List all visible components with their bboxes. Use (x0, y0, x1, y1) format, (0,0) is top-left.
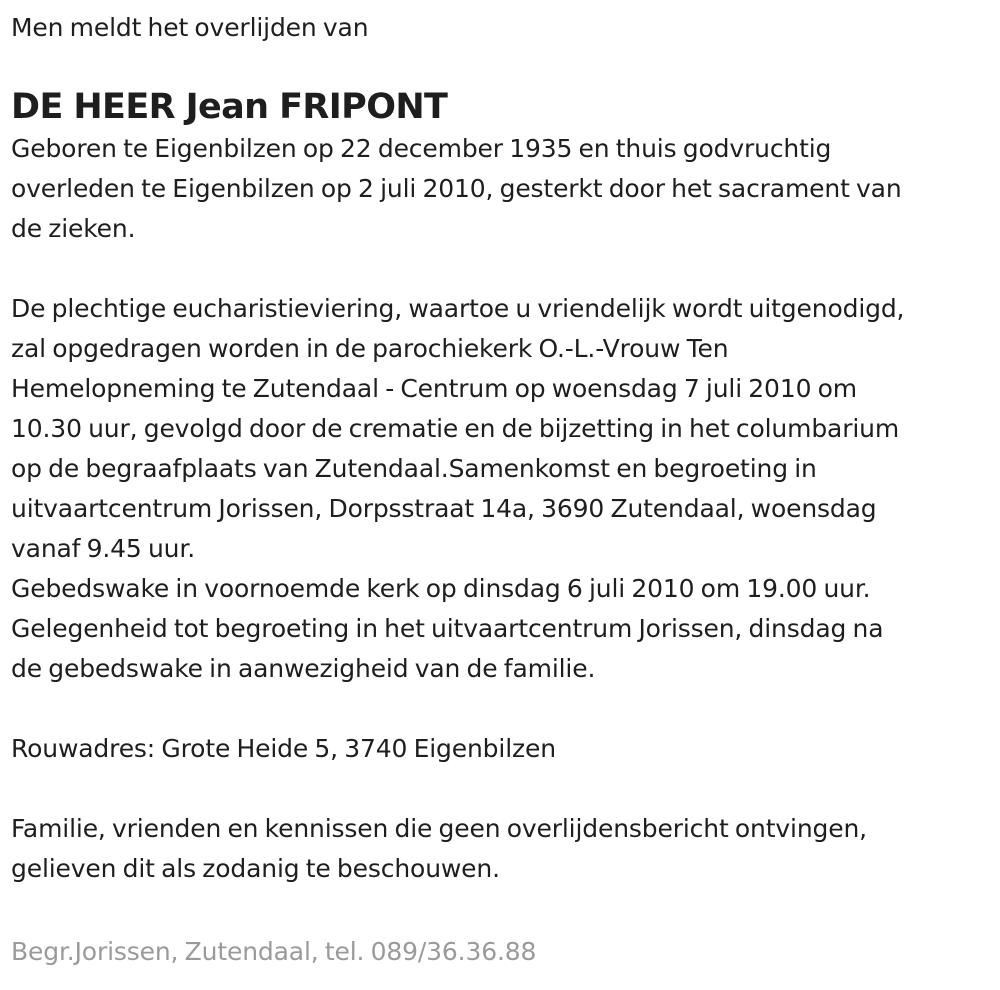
text-line: 10.30 uur, gevolgd door de crematie en de bijzetting in het columbarium (11, 414, 900, 443)
text-line: Familie, vrienden en kennissen die geen overlijdensbericht ontvingen, (11, 814, 867, 843)
text-line: Gelegenheid tot begroeting in het uitvaartcentrum Jorissen, dinsdag na (11, 614, 884, 643)
paragraph-spacer (11, 249, 1000, 289)
funeral-home-footer: Begr.Jorissen, Zutendaal, tel. 089/36.36.88 (11, 937, 537, 966)
text-line: overleden te Eigenbilzen op 2 juli 2010, gesterkt door het sacrament van (11, 174, 902, 203)
paragraph-spacer (11, 769, 1000, 809)
paragraph-spacer (11, 689, 1000, 729)
text-line: De plechtige eucharistieviering, waartoe u vriendelijk wordt uitgenodigd, (11, 294, 905, 323)
ceremony-paragraph (11, 289, 1000, 689)
text-line: Gebedswake in voornoemde kerk op dinsdag 6 juli 2010 om 19.00 uur. (11, 574, 871, 603)
closing-paragraph (11, 809, 1000, 889)
text-line: de zieken. (11, 214, 136, 243)
text-line: Hemelopneming te Zutendaal - Centrum op woensdag 7 juli 2010 om (11, 374, 857, 403)
text-line: op de begraafplaats van Zutendaal.Samenkomst en begroeting in (11, 454, 817, 483)
deceased-name: DE HEER Jean FRIPONT (11, 87, 448, 127)
text-line: uitvaartcentrum Jorissen, Dorpsstraat 14a, 3690 Zutendaal, woensdag (11, 494, 877, 523)
text-line: gelieven dit als zodanig te beschouwen. (11, 854, 500, 883)
text-line: zal opgedragen worden in de parochiekerk O.-L.-Vrouw Ten (11, 334, 729, 363)
text-line: Rouwadres: Grote Heide 5, 3740 Eigenbilzen (11, 734, 556, 763)
intro-text: Men meldt het overlijden van (11, 13, 369, 42)
text-line: de gebedswake in aanwezigheid van de familie. (11, 654, 596, 683)
mourning-address (11, 729, 1000, 769)
text-line: Geboren te Eigenbilzen op 22 december 1935 en thuis godvruchtig (11, 134, 832, 163)
birth-death-paragraph (11, 129, 1000, 249)
text-line: vanaf 9.45 uur. (11, 534, 196, 563)
